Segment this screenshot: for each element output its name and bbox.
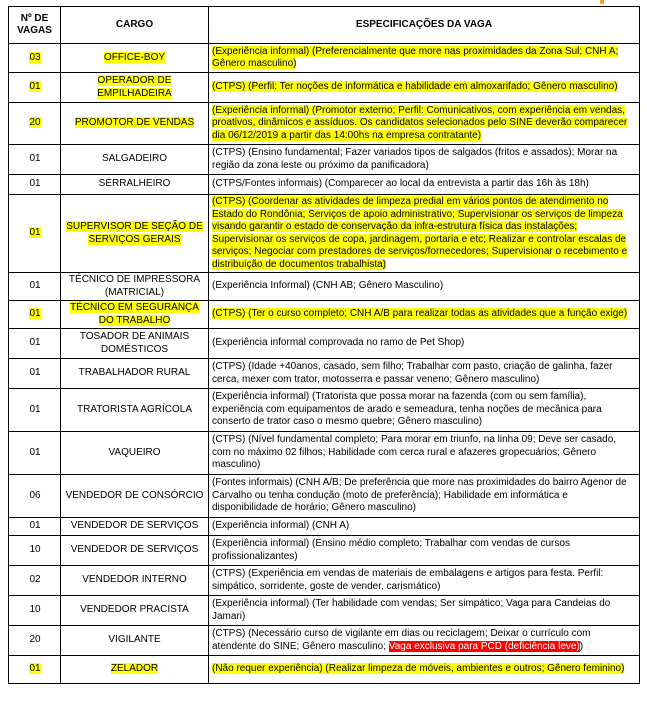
cargo-cell: VENDEDOR DE SERVIÇOS [61,518,209,536]
table-row [9,329,640,359]
cargo-cell: VENDEDOR DE CONSÓRCIO [61,475,209,518]
vagas-cell: 20 [9,103,61,145]
vagas-cell: 01 [9,175,61,195]
vagas-cell: 01 [9,389,61,432]
cargo-cell: OPERADOR DE EMPILHADEIRA [61,73,209,103]
spec-cell: (Não requer experiência) (Realizar limpeza de móveis, ambientes e outros; Gênero feminino) [209,656,640,684]
cargo-cell: SALGADEIRO [61,145,209,175]
vagas-cell: 01 [9,73,61,103]
spec-cell: (Experiência informal) (Tratorista que possa morar na fazenda (com ou sem família), experiência com equipamentos de arado e semeadura, tenha noções de mecânica para conserto de trator caso o mesmo quebre; Gênero masculino) [209,389,640,432]
job-openings-table [8,6,640,684]
vagas-cell: 01 [9,195,61,273]
spec-cell: (Experiência informal) (CNH A) [209,518,640,536]
spec-cell: (Experiência informal) (Preferencialmente que more nas proximidades da Zona Sul; CNH A; Gênero masculino) [209,44,640,73]
spec-cell: (CTPS) (Ter o curso completo; CNH A/B para realizar todas as atividades que a função exige) [209,301,640,329]
spec-cell: (Experiência Informal) (CNH AB; Gênero Masculino) [209,273,640,301]
cargo-cell: ZELADOR [61,656,209,684]
table-row [9,145,640,175]
table-header-row [9,7,640,44]
spec-cell: (CTPS) (Nível fundamental completo; Para morar em triunfo, na linha 09; Deve ser casado, com no máximo 02 filhos; Habilidade com cerca rural e afazeres gropecuários; Gênero masculino) [209,432,640,475]
vagas-cell: 01 [9,359,61,389]
cargo-cell: TÉCNICO DE IMPRESSORA (MATRICIAL) [61,273,209,301]
vagas-cell: 02 [9,566,61,596]
vagas-cell: 01 [9,329,61,359]
vagas-cell: 10 [9,596,61,626]
spec-cell: (Fontes informais) (CNH A/B; De preferência que more nas proximidades do bairro Agenor de Carvalho ou tenha condução (moto de preferência); Habilidade em informática e disponibilidade de horário; Gênero masculino) [209,475,640,518]
cargo-cell: PROMOTOR DE VENDAS [61,103,209,145]
table-row [9,536,640,566]
vagas-cell: 10 [9,536,61,566]
cargo-cell: SERRALHEIRO [61,175,209,195]
cargo-cell: SUPERVISOR DE SEÇÃO DE SERVIÇOS GERAIS [61,195,209,273]
spec-cell: (CTPS) (Ensino fundamental; Fazer variados tipos de salgados (fritos e assados); Morar na região da zona leste ou próximo da panificadora) [209,145,640,175]
table-row [9,273,640,301]
table-row [9,389,640,432]
table-row [9,359,640,389]
cargo-cell: TRABALHADOR RURAL [61,359,209,389]
cargo-cell: TOSADOR DE ANIMAIS DOMÉSTICOS [61,329,209,359]
vagas-cell: 01 [9,432,61,475]
vagas-cell: 20 [9,626,61,656]
table-row [9,566,640,596]
spec-cell: (CTPS) (Necessário curso de vigilante em dias ou reciclagem; Deixar o currículo com atendente do SINE; Gênero masculino; Vaga exclusiva para PCD (deficiência leve)) [209,626,640,656]
vagas-cell: 01 [9,301,61,329]
vagas-cell: 01 [9,273,61,301]
spec-cell: (Experiência informal) (Ensino médio completo; Trabalhar com vendas de cursos profissionalizantes) [209,536,640,566]
cargo-cell: VIGILANTE [61,626,209,656]
table-row [9,596,640,626]
vagas-cell: 03 [9,44,61,73]
cargo-cell: TÉCNICO EM SEGURANÇA DO TRABALHO [61,301,209,329]
header-spec: ESPECIFICAÇÕES DA VAGA [209,7,640,44]
spec-cell: (Experiência informal) (Ter habilidade com vendas; Ser simpático; Vaga para Candeias do Jamari) [209,596,640,626]
table-row [9,301,640,329]
table-row [9,175,640,195]
spec-cell: (CTPS) (Coordenar as atividades de limpeza predial em vários pontos de atendimento no Estado do Rondônia; Serviços de apoio administrativo; Supervisionar os serviços de limpeza visando garantir o estado de conservação da infra-estrutura física das instalações; Supervisionar os serviços de copa, jardinagem, portaria e etc; Realizar e controlar escalas de serviços; Negociar com prestadores de serviços/fornecedores; Supervisionar o recebimento e distribuição de documentos trabalhista) [209,195,640,273]
cargo-cell: TRATORISTA AGRÍCOLA [61,389,209,432]
vagas-cell: 01 [9,145,61,175]
vagas-cell: 06 [9,475,61,518]
spec-cell: (Experiência informal) (Promotor externo; Perfil: Comunicativos, com experiência em vendas, proativos, dinâmicos e assíduos. Os candidatos selecionados pelo SINE deverão comparecer dia 06/12/2019 a partir das 14:00hs na empresa contratante) [209,103,640,145]
table-row [9,432,640,475]
table-row [9,195,640,273]
table-row [9,73,640,103]
table-row [9,475,640,518]
spec-cell: (CTPS/Fontes informais) (Comparecer ao local da entrevista a partir das 16h às 18h) [209,175,640,195]
cargo-cell: VENDEDOR DE SERVIÇOS [61,536,209,566]
table-row [9,103,640,145]
spec-text: (CTPS) (Necessário curso de vigilante em dias ou reciclagem; Deixar o currículo com atendente do SINE; Gênero masculino; [212,628,591,652]
spec-cell: (CTPS) (Experiência em vendas de materiais de embalagens e artigos para festa. Perfil: simpático, sorridente, goste de vender, carismático) [209,566,640,596]
table-row [9,44,640,73]
table-row [9,518,640,536]
spec-cell: (CTPS) (Perfil: Ter noções de informática e habilidade em almoxarifado; Gênero masculino) [209,73,640,103]
table-row [9,656,640,684]
cargo-cell: VENDEDOR PRACISTA [61,596,209,626]
table-row [9,626,640,656]
page-corner-mark [600,0,604,4]
vagas-cell: 01 [9,518,61,536]
cargo-cell: OFFICE-BOY [61,44,209,73]
cargo-cell: VAQUEIRO [61,432,209,475]
header-vagas: Nº DE VAGAS [9,7,61,44]
cargo-cell: VENDEDOR INTERNO [61,566,209,596]
spec-cell: (Experiência informal comprovada no ramo de Pet Shop) [209,329,640,359]
spec-cell: (CTPS) (Idade +40anos, casado, sem filho; Trabalhar com pasto, criação de galinha, fazer cerca, mexer com trator, motosserra e passar veneno; Gênero masculino) [209,359,640,389]
pcd-exclusive-note: Vaga exclusiva para PCD (deficiência leve) [388,640,580,652]
header-cargo: CARGO [61,7,209,44]
vagas-cell: 01 [9,656,61,684]
